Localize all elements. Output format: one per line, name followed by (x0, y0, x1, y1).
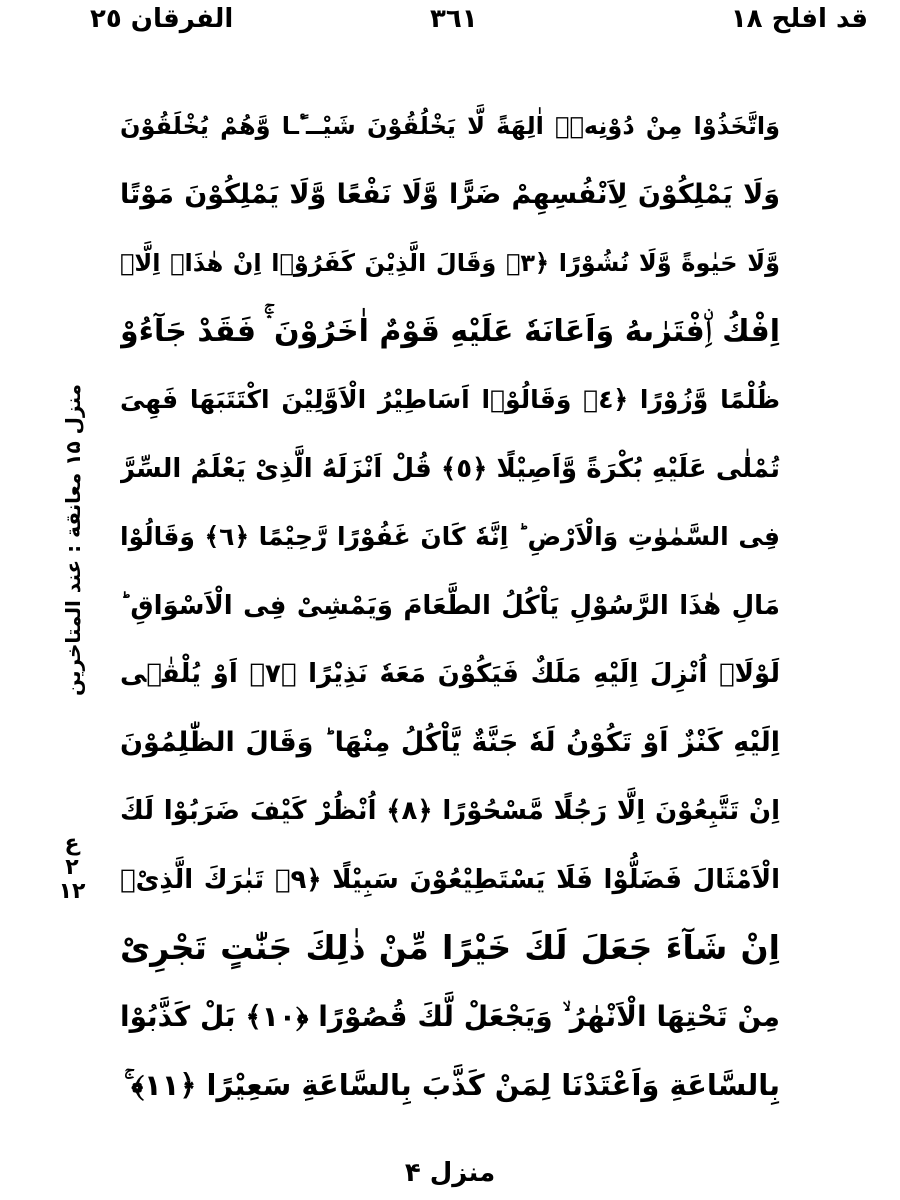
verse-line: وَلَا یَمْلِكُوْنَ لِاَنْفُسِهِمْ ضَرًّا وَّلَا نَفْعًا وَّلَا یَمْلِكُوْنَ مَوْتًا (120, 178, 780, 210)
verse-line: بِالسَّاعَةِ وَاَعْتَدْنَا لِمَنْ كَذَّبَ بِالسَّاعَةِ سَعِیْرًا ﴿١١﴾ ۚ (123, 1068, 780, 1102)
verse-line: تُمْلٰى عَلَیْهِ بُكْرَةً وَّاَصِیْلًا ﴿٥﴾ قُلْ اَنْزَلَهُ الَّذِیْ یَعْلَمُ السِّرَّ (120, 453, 780, 484)
verse-line: اِلَیْهِ كَنْزٌ اَوْ تَكُوْنُ لَهٗ جَنَّةٌ یَّاْكُلُ مِنْهَا ؕ وَقَالَ الظّٰلِمُوْنَ (120, 726, 780, 758)
ruku-mark-letter: ع (64, 831, 80, 856)
verse-line: مِنْ تَحْتِهَا الْاَنْهٰرُ ۙ وَیَجْعَلْ لَّكَ قُصُوْرًا ﴿١٠﴾ بَلْ كَذَّبُوْا (120, 999, 780, 1033)
verse-line: وَّلَا حَیٰوةً وَّلَا نُشُوْرًا ﴿٣﴾ وَقَالَ الَّذِیْنَ كَفَرُوْۤا اِنْ هٰذَاۤ اِلَّاۤ (120, 249, 780, 277)
verse-line: مَالِ هٰذَا الرَّسُوْلِ یَاْكُلُ الطَّعَامَ وَیَمْشِیْ فِی الْاَسْوَاقِ ؕ (120, 590, 780, 621)
quran-text-block (120, 92, 780, 1120)
verse-line: لَوْلَاۤ اُنْزِلَ اِلَیْهِ مَلَكٌ فَیَكُوْنَ مَعَهٗ نَذِیْرًا ﴿٧﴾ اَوْ یُلْقٰۤى (120, 659, 780, 689)
ruku-mark-count: ۱۲ (58, 879, 86, 904)
juz-title: قد افلح ١٨ (730, 4, 868, 34)
verse-line: اِنْ شَآءَ جَعَلَ لَكَ خَیْرًا مِّنْ ذٰلِكَ جَنّٰتٍ تَجْرِیْ (120, 928, 780, 967)
verse-line: وَاتَّخَذُوْا مِنْ دُوْنِهٖۤ اٰلِهَةً لَّا یَخْلُقُوْنَ شَیْــٴًـا وَّهُمْ یُخْلَقُوْنَ (120, 112, 780, 140)
ruku-mark-number: ۲ (65, 855, 79, 880)
verse-line: ظُلْمًا وَّزُوْرًا ﴿٤﴾ وَقَالُوْۤا اَسَاطِیْرُ الْاَوَّلِیْنَ اكْتَتَبَهَا فَهِیَ (120, 385, 780, 414)
verse-line: اِفْكُ اِۨفْتَرٰىهُ وَاَعَانَهٗ عَلَیْهِ قَوْمٌ اٰخَرُوْنَ ۛۚ فَقَدْ جَآءُوْ (120, 313, 780, 349)
ruku-mark (50, 832, 94, 904)
margin-note-text: منزل ۱۵ معانقة : عند المتاخرين (61, 384, 85, 696)
verse-line: الْاَمْثَالَ فَضَلُّوْا فَلَا یَسْتَطِیْعُوْنَ سَبِیْلًا ﴿٩﴾ تَبٰرَكَ الَّذِیْۤ (120, 864, 780, 895)
verse-line: اِنْ تَتَّبِعُوْنَ اِلَّا رَجُلًا مَّسْحُوْرًا ﴿٨﴾ اُنْظُرْ كَیْفَ ضَرَبُوْا لَكَ (120, 796, 780, 826)
page-number: ٣٦١ (430, 4, 478, 34)
margin-note (28, 240, 118, 840)
surah-title: الفرقان ٢٥ (90, 4, 234, 34)
manzil-footer: منزل ۴ (404, 1158, 496, 1188)
verse-line: فِی السَّمٰوٰتِ وَالْاَرْضِ ؕ اِنَّهٗ كَانَ غَفُوْرًا رَّحِیْمًا ﴿٦﴾ وَقَالُوْا (120, 522, 780, 551)
